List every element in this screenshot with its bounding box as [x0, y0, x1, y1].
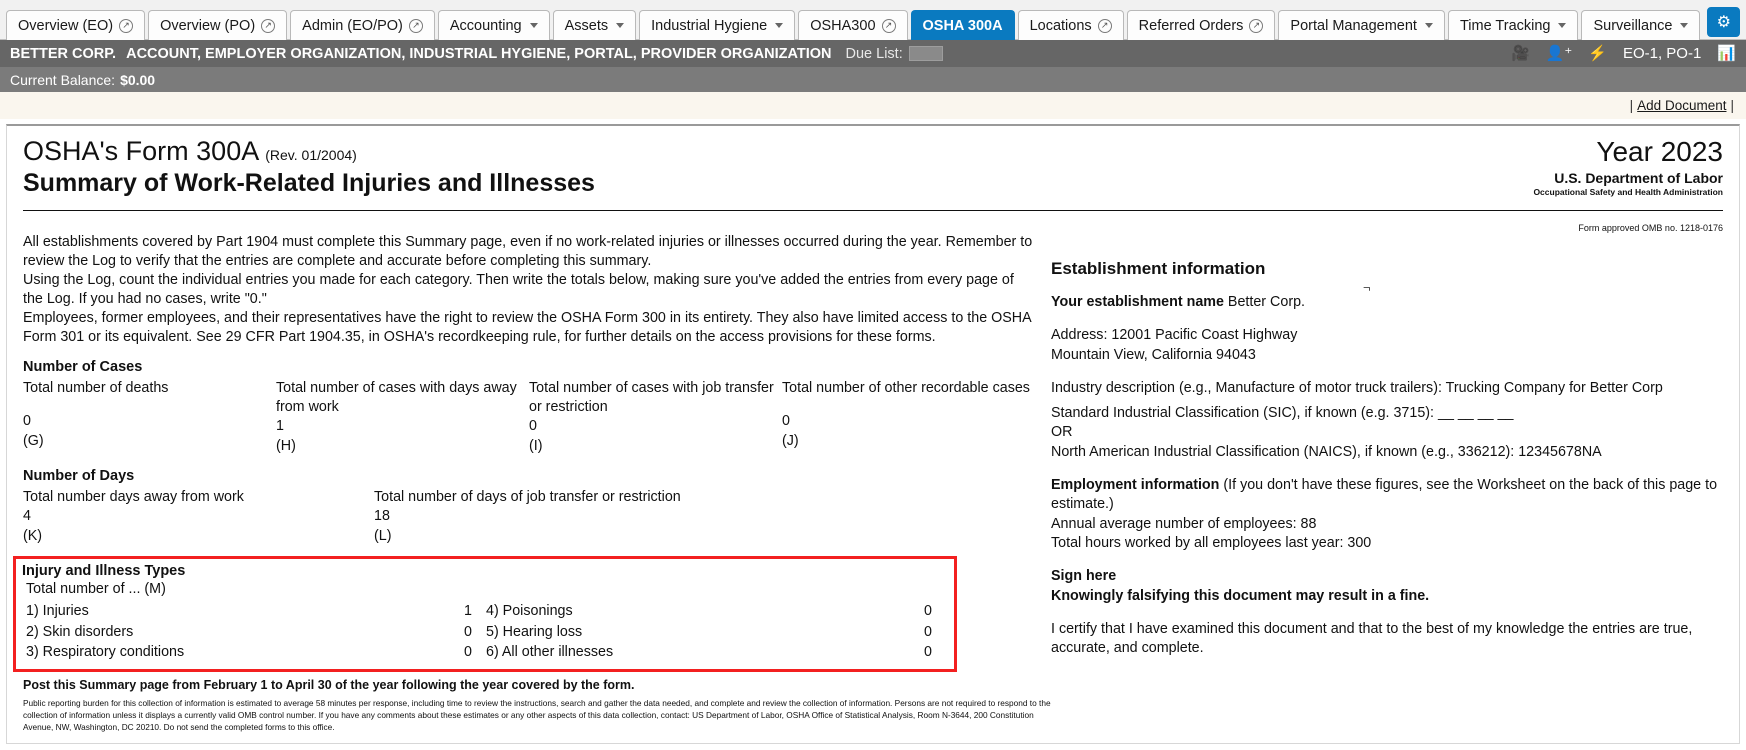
establishment-name-row [1051, 293, 1723, 312]
context-bar [0, 40, 1746, 67]
days-cell-k [23, 488, 374, 546]
chevron-down-icon [775, 23, 783, 28]
sign-here-heading: Sign here [1051, 568, 1117, 585]
form-body [23, 233, 1723, 733]
tab-label: Overview (PO) [160, 17, 256, 34]
add-document-link[interactable]: Add Document [1637, 98, 1727, 113]
injury-type-label: 5) Hearing loss [486, 623, 583, 640]
number-of-days-heading: Number of Days [23, 468, 135, 484]
cases-cell-h [276, 379, 529, 456]
module-tab-bar [0, 0, 1746, 40]
intro-paragraph-3: Employees, former employees, and their representatives have the right to review the OSHA Form 300 in its entirety. They also have limited access to the OSHA Form 301 or its equivalent. See 29 CFR Part 1904.35, in OSHA's recordkeeping rule, for further details on the access provisions for these forms. [23, 310, 1031, 345]
tab-locations[interactable] [1018, 10, 1124, 40]
tab-time-tracking[interactable] [1448, 10, 1579, 40]
tab-label: Surveillance [1593, 17, 1673, 34]
form-header-left [23, 136, 595, 198]
injury-type-row [482, 622, 942, 643]
tab-osha-300a[interactable] [911, 10, 1015, 40]
naics-code-line: North American Industrial Classification (NAICS), if known (e.g., 336212): 12345678NA [1051, 443, 1602, 460]
tab-overview-po[interactable] [148, 10, 287, 40]
external-link-icon: ↗ [119, 19, 133, 33]
balance-value: $0.00 [120, 71, 156, 88]
add-user-icon[interactable]: 👤⁺ [1545, 45, 1573, 62]
cases-value: 0 [529, 418, 537, 434]
dash-mark: ¬ [1363, 280, 1371, 295]
days-cell-l [374, 488, 774, 546]
intro-paragraph-2: Using the Log, count the individual entries you made for each category. Then write the totals below, making sure you've added the entries from every page of the Log. If you had no cases, write "0." [23, 272, 1014, 307]
injury-type-label: 3) Respiratory conditions [26, 644, 185, 661]
injury-and-illness-types-section [13, 556, 957, 672]
address-line-1: Address: 12001 Pacific Coast Highway [1051, 327, 1298, 344]
cases-cell-i [529, 379, 782, 456]
tab-admin-eo-po[interactable] [290, 10, 435, 40]
external-link-icon: ↗ [1098, 19, 1112, 33]
injury-type-value: 0 [924, 623, 932, 640]
cases-cell-j [782, 379, 1032, 456]
video-camera-icon[interactable]: 🎥 [1510, 45, 1530, 62]
cases-code: (H) [276, 438, 296, 454]
days-label: Total number of days of job transfer or restriction [374, 489, 681, 505]
establishment-name-label: Your establishment name [1051, 294, 1224, 310]
form-revision: (Rev. 01/2004) [265, 147, 357, 163]
address-line-2: Mountain View, California 94043 [1051, 346, 1256, 363]
injury-type-value: 0 [464, 623, 472, 640]
cases-label: Total number of other recordable cases [782, 380, 1030, 396]
due-list-label: Due List: [845, 45, 903, 62]
total-hours-worked: Total hours worked by all employees last year: 300 [1051, 534, 1372, 551]
external-link-icon: ↗ [882, 19, 896, 33]
burden-statement: Public reporting burden for this collection of information is estimated to average 58 minutes per response, including time to review the instructions, search and gather the data needed, and complete and review the collection of information. Persons are not required to respond to the collection of information unless it displays a currently valid OMB control number. If you have any comments about these estimates or any other aspects of this data collection, contact: US Department of Labor, OSHA Office of Statistical Analysis, Room N-3644, 200 Constitution Avenue, NW, Washington, DC 20210. Do not send the completed forms to this office. [23, 698, 1051, 733]
industry-description: Industry description (e.g., Manufacture of motor truck trailers): Trucking Company for Better Corp [1051, 379, 1663, 396]
bar-chart-icon[interactable]: 📊 [1717, 45, 1736, 62]
due-list-field[interactable] [909, 46, 943, 61]
days-code: (L) [374, 528, 392, 544]
header-divider [23, 210, 1723, 211]
injury-types-subheading: Total number of ... (M) [26, 581, 166, 597]
injury-type-value: 0 [464, 644, 472, 661]
tab-portal-management[interactable] [1278, 10, 1445, 40]
external-link-icon: ↗ [261, 19, 275, 33]
tab-label: OSHA300 [810, 17, 876, 34]
tab-label: Time Tracking [1459, 17, 1551, 34]
injury-type-row [482, 642, 942, 663]
chevron-down-icon [616, 23, 624, 28]
form-left-column [22, 233, 1051, 733]
cases-code: (J) [782, 433, 799, 449]
external-link-icon: ↗ [409, 19, 423, 33]
injury-types-right-column [482, 601, 942, 663]
department-label: U.S. Department of Labor [1554, 170, 1723, 186]
days-value: 4 [23, 508, 31, 524]
injury-type-label: 6) All other illnesses [486, 644, 614, 661]
osha-300a-form [6, 124, 1740, 744]
form-subtitle: Summary of Work-Related Injuries and Illnesses [23, 169, 595, 197]
falsify-warning: Knowingly falsifying this document may result in a fine. [1051, 587, 1430, 604]
balance-label: Current Balance: [10, 71, 116, 88]
tab-osha300[interactable] [798, 10, 907, 40]
establishment-heading: Establishment information [1051, 259, 1266, 278]
injury-type-label: 1) Injuries [26, 603, 89, 619]
form-year: Year 2023 [1596, 136, 1723, 167]
cases-value: 0 [23, 413, 31, 429]
form-title-row [23, 136, 595, 167]
form-right-column [1043, 233, 1723, 733]
document-strip [0, 92, 1746, 119]
cases-cell-g [23, 379, 276, 456]
lightning-bolt-icon[interactable]: ⚡ [1588, 45, 1607, 62]
form-header-right [1533, 136, 1723, 197]
settings-gear-icon[interactable]: ⚙ [1707, 7, 1740, 37]
injury-type-value: 0 [924, 644, 932, 661]
tab-label: Overview (EO) [18, 17, 114, 34]
active-modules: ACCOUNT, EMPLOYER ORGANIZATION, INDUSTRIAL HYGIENE, PORTAL, PROVIDER ORGANIZATION [126, 45, 832, 62]
employment-note: (If you don't have these figures, see the Worksheet on the back of this page to estimate.) [1051, 477, 1718, 513]
cases-label: Total number of deaths [23, 380, 169, 396]
days-label: Total number days away from work [23, 489, 244, 505]
cases-label: Total number of cases with job transfer or restriction [529, 380, 774, 415]
form-intro [23, 233, 1033, 347]
tab-industrial-hygiene[interactable] [639, 10, 795, 40]
omb-notice: Form approved OMB no. 1218-0176 [1578, 223, 1723, 233]
context-bar-icons [1511, 46, 1736, 61]
number-of-days-grid [23, 488, 1033, 546]
cases-value: 0 [782, 413, 790, 429]
tab-label: OSHA 300A [922, 17, 1003, 34]
intro-paragraph-1: All establishments covered by Part 1904 must complete this Summary page, even if no work-related injuries or illnesses occurred during the year. Remember to review the Log to verify that the entries are complete and accurate before completing this summary. [23, 234, 1033, 269]
injury-type-row [22, 642, 482, 663]
pipe-right: | [1730, 98, 1734, 113]
tab-overview-eo[interactable] [6, 10, 145, 40]
or-separator: OR [1051, 424, 1073, 441]
employment-information-row [1051, 476, 1723, 515]
agency-label: Occupational Safety and Health Administration [1533, 187, 1723, 197]
form-title: OSHA's Form 300A [23, 136, 258, 166]
tab-label: Referred Orders [1138, 17, 1244, 34]
cases-label: Total number of cases with days away from work [276, 380, 517, 415]
employment-heading: Employment information [1051, 477, 1220, 494]
establishment-name-value: Better Corp. [1227, 294, 1305, 310]
number-of-cases-grid [23, 379, 1033, 456]
injury-types-heading: Injury and Illness Types [22, 563, 186, 579]
injury-type-label: 4) Poisonings [486, 603, 573, 619]
injury-types-left-column [22, 601, 482, 663]
org-code: EO-1, PO-1 [1622, 45, 1702, 62]
cases-value: 1 [276, 418, 284, 434]
sic-code-line: Standard Industrial Classification (SIC), if known (e.g. 3715): __ __ __ __ [1051, 405, 1514, 422]
certification-statement: I certify that I have examined this document and that to the best of my knowledge the entries are true, accurate, and complete. [1051, 620, 1693, 657]
tab-label: Assets [564, 17, 609, 34]
tab-assets[interactable] [553, 10, 637, 40]
tab-referred-orders[interactable] [1127, 10, 1276, 40]
chevron-down-icon [1425, 23, 1433, 28]
injury-type-row [22, 622, 482, 643]
tab-surveillance[interactable] [1581, 10, 1700, 40]
tab-label: Accounting [449, 17, 522, 34]
tab-label: Admin (EO/PO) [302, 17, 403, 34]
annual-average-employees: Annual average number of employees: 88 [1051, 515, 1317, 532]
post-summary-note: Post this Summary page from February 1 to April 30 of the year following the year covered by the form. [23, 678, 635, 693]
external-link-icon: ↗ [1249, 19, 1263, 33]
tab-label: Locations [1029, 17, 1092, 34]
days-value: 18 [374, 508, 390, 524]
injury-type-value: 0 [924, 603, 932, 619]
company-name: BETTER CORP. [10, 45, 117, 62]
pipe-left: | [1629, 98, 1634, 113]
tab-label: Portal Management [1290, 17, 1417, 34]
injury-type-row [22, 601, 482, 622]
tab-accounting[interactable] [438, 10, 550, 40]
chevron-down-icon [530, 23, 538, 28]
number-of-cases-heading: Number of Cases [23, 359, 143, 375]
days-code: (K) [23, 528, 43, 544]
chevron-down-icon [1558, 23, 1566, 28]
injury-type-row [482, 601, 942, 622]
injury-type-label: 2) Skin disorders [26, 623, 134, 640]
form-header [23, 136, 1723, 198]
injury-types-grid [22, 601, 948, 663]
cases-code: (G) [23, 433, 44, 449]
chevron-down-icon [1680, 23, 1688, 28]
injury-type-value: 1 [464, 603, 472, 619]
cases-code: (I) [529, 438, 543, 454]
balance-bar [0, 67, 1746, 92]
tab-label: Industrial Hygiene [651, 17, 768, 34]
